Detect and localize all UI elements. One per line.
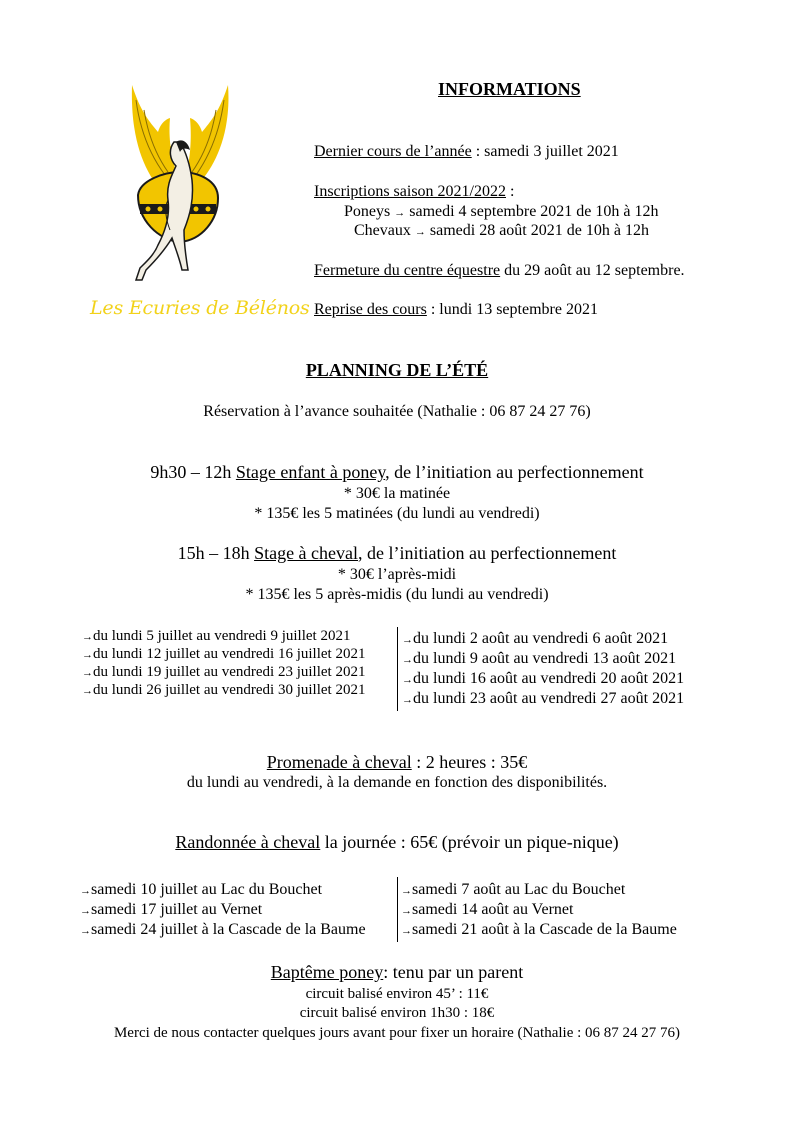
closure-line	[314, 261, 685, 280]
week-text: du lundi 12 juillet au vendredi 16 juillet 2021	[93, 646, 366, 662]
list-item	[401, 880, 677, 900]
week-text: du lundi 16 août au vendredi 20 août 2021	[413, 670, 685, 687]
registrations-ponies	[344, 202, 659, 223]
bapteme-circuit1: circuit balisé environ 45’ : 11€	[305, 986, 489, 1002]
arrow-right-icon: →	[402, 634, 413, 646]
ride-text: samedi 14 août au Vernet	[412, 901, 574, 918]
ponies-label: Poneys	[344, 203, 391, 220]
summer-title-row	[0, 360, 794, 381]
list-item	[82, 628, 365, 646]
arrow-right-icon: →	[82, 685, 93, 697]
registrations-horses	[354, 221, 649, 242]
bapteme-label: Baptême poney	[270, 962, 384, 982]
list-item	[402, 629, 684, 649]
list-item	[401, 920, 677, 940]
arrow-right-icon: →	[394, 207, 406, 219]
horse-camp-desc: , de l’initiation au perfectionnement	[358, 543, 617, 563]
list-item	[82, 646, 365, 664]
horse-camp-time: 15h – 18h	[177, 543, 255, 563]
arrow-right-icon: →	[401, 925, 412, 937]
arrow-right-icon: →	[82, 649, 93, 661]
rides-august-list	[401, 880, 677, 940]
horses-value: samedi 28 août 2021 de 10h à 12h	[429, 222, 649, 239]
arrow-right-icon: →	[80, 925, 91, 937]
registrations-line	[314, 182, 514, 201]
weeks-august-list	[402, 629, 684, 709]
closure-value: du 29 août au 12 septembre.	[500, 262, 685, 279]
list-item	[80, 880, 366, 900]
closure-label: Fermeture du centre équestre	[314, 262, 501, 279]
pony-camp-price2: * 135€ les 5 matinées (du lundi au vendredi)	[254, 505, 540, 522]
ride-text: samedi 7 août au Lac du Bouchet	[412, 881, 626, 898]
randonnee-label: Randonnée à cheval	[175, 832, 321, 852]
last-course-label: Dernier cours de l’année	[314, 143, 472, 160]
registrations-label: Inscriptions saison 2021/2022	[314, 183, 506, 200]
arrow-right-icon: →	[82, 667, 93, 679]
arrow-right-icon: →	[402, 654, 413, 666]
contact-note: Merci de nous contacter quelques jours avant pour fixer un horaire (Nathalie : 06 87 24 27 76)	[113, 1025, 681, 1041]
arrow-right-icon: →	[402, 694, 413, 706]
arrow-right-icon: →	[401, 885, 412, 897]
promenade-value: : 2 heures : 35€	[411, 752, 528, 772]
week-text: du lundi 2 août au vendredi 6 août 2021	[413, 630, 669, 647]
arrow-right-icon: →	[82, 631, 93, 643]
bapteme-value: : tenu par un parent	[383, 962, 524, 982]
list-item	[402, 649, 684, 669]
arrow-right-icon: →	[402, 674, 413, 686]
ride-text: samedi 24 juillet à la Cascade de la Baume	[91, 921, 366, 938]
pony-camp-desc: , de l’initiation au perfectionnement	[385, 462, 644, 482]
week-text: du lundi 19 juillet au vendredi 23 juillet 2021	[93, 664, 366, 680]
ponies-value: samedi 4 septembre 2021 de 10h à 12h	[409, 203, 659, 220]
column-divider	[397, 627, 398, 711]
weeks-july-list	[82, 628, 365, 700]
rides-july-list	[80, 880, 366, 940]
week-text: du lundi 5 juillet au vendredi 9 juillet 2021	[93, 628, 351, 644]
week-text: du lundi 23 août au vendredi 27 août 2021	[413, 690, 685, 707]
column-divider	[397, 877, 398, 942]
list-item	[80, 900, 366, 920]
resumption-line	[314, 300, 598, 319]
list-item	[80, 920, 366, 940]
bapteme-line	[0, 962, 794, 983]
summer-title: PLANNING DE L’ÉTÉ	[305, 360, 489, 380]
bapteme-circuit2: circuit balisé environ 1h30 : 18€	[299, 1005, 495, 1021]
last-course-line	[314, 142, 619, 161]
pony-camp-line	[0, 462, 794, 483]
list-item	[401, 900, 677, 920]
horse-camp-label: Stage à cheval	[254, 543, 359, 563]
list-item	[82, 682, 365, 700]
resumption-value: : lundi 13 septembre 2021	[426, 301, 598, 318]
registrations-suffix: :	[506, 183, 515, 200]
week-text: du lundi 9 août au vendredi 13 août 2021	[413, 650, 677, 667]
promenade-line	[0, 752, 794, 773]
promenade-note: du lundi au vendredi, à la demande en fonction des disponibilités.	[186, 774, 608, 791]
pony-camp-price1: * 30€ la matinée	[343, 485, 451, 502]
brand-name: Les Ecuries de Bélénos	[90, 297, 310, 319]
ride-text: samedi 10 juillet au Lac du Bouchet	[91, 881, 323, 898]
pony-camp-label: Stage enfant à poney	[235, 462, 386, 482]
week-text: du lundi 26 juillet au vendredi 30 juillet 2021	[93, 682, 366, 698]
ride-text: samedi 17 juillet au Vernet	[91, 901, 263, 918]
resumption-label: Reprise des cours	[314, 301, 427, 318]
list-item	[82, 664, 365, 682]
arrow-right-icon: →	[80, 905, 91, 917]
list-item	[402, 669, 684, 689]
info-title: INFORMATIONS	[438, 79, 581, 99]
horse-camp-price2: * 135€ les 5 après-midis (du lundi au vendredi)	[245, 586, 549, 603]
horse-camp-line	[0, 543, 794, 564]
ride-text: samedi 21 août à la Cascade de la Baume	[412, 921, 677, 938]
randonnee-value: la journée : 65€ (prévoir un pique-nique)	[320, 832, 619, 852]
arrow-right-icon: →	[414, 226, 426, 238]
pegasus-logo-icon	[110, 80, 250, 295]
pony-camp-time: 9h30 – 12h	[150, 462, 236, 482]
arrow-right-icon: →	[401, 905, 412, 917]
promenade-label: Promenade à cheval	[266, 752, 412, 772]
arrow-right-icon: →	[80, 885, 91, 897]
last-course-value: : samedi 3 juillet 2021	[471, 143, 619, 160]
list-item	[402, 689, 684, 709]
reservation-note: Réservation à l’avance souhaitée (Nathalie : 06 87 24 27 76)	[203, 403, 591, 420]
horse-camp-price1: * 30€ l’après-midi	[337, 566, 457, 583]
horses-label: Chevaux	[354, 222, 411, 239]
randonnee-line	[0, 832, 794, 853]
